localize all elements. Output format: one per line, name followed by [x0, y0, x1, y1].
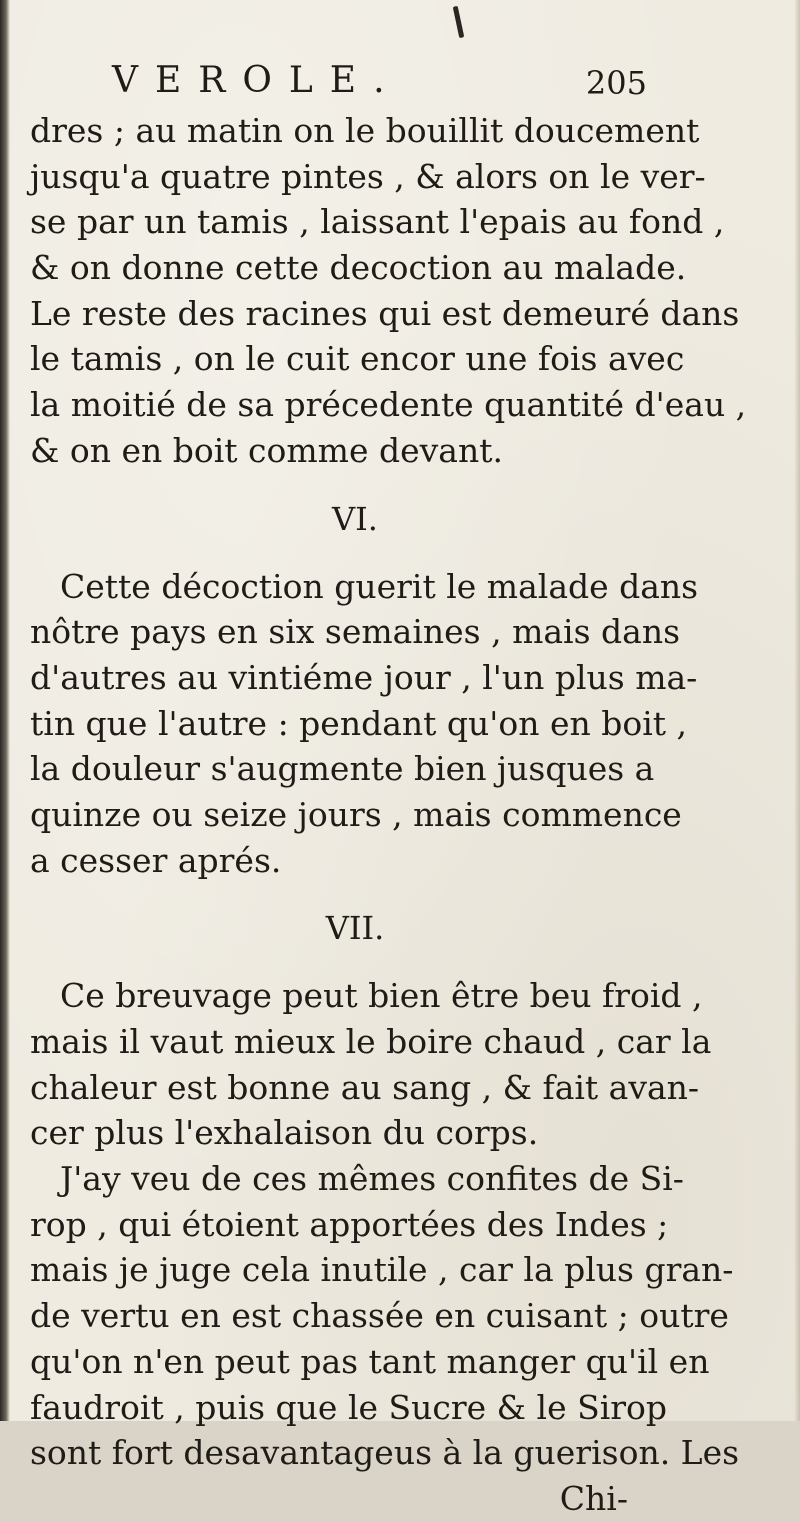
text-line: de vertu en est chassée en cuisant ; outre: [30, 1296, 729, 1336]
text-line: qu'on n'en peut pas tant manger qu'il en: [30, 1341, 710, 1381]
binding-gutter: [0, 0, 10, 1421]
text-line: sont fort desavantageus à la guerison. Les: [30, 1433, 740, 1473]
text-line: le tamis , on le cuit encor une fois avec: [30, 339, 685, 379]
page-header: [112, 58, 647, 104]
text-line: chaleur est bonne au sang , & fait avan-: [30, 1067, 700, 1107]
text-line: quinze ou seize jours , mais commence: [30, 794, 682, 834]
text-line: se par un tamis , laissant l'epais au fond ,: [30, 202, 725, 242]
text-line: mais je juge cela inutile , car la plus gran-: [30, 1250, 734, 1290]
ink-mark: [453, 6, 465, 38]
text-line: & on donne cette decoction au malade.: [30, 248, 687, 288]
text-line: tin que l'autre : pendant qu'on en boit ,: [30, 703, 688, 743]
text-line: jusqu'a quatre pintes , & alors on le ver-: [30, 156, 706, 196]
text-line: faudroit , puis que le Sucre & le Sirop: [30, 1387, 668, 1427]
catchword: Chi-: [559, 1478, 628, 1518]
text-line: J'ay veu de ces mêmes confites de Si-: [60, 1159, 684, 1199]
text-line: Cette décoction guerit le malade dans: [60, 566, 699, 606]
text-line: a cesser aprés.: [30, 840, 282, 880]
running-title: VEROLE.: [112, 60, 402, 101]
text-line: Ce breuvage peut bien être beu froid ,: [60, 976, 703, 1016]
text-line: dres ; au matin on le bouillit doucement: [30, 111, 700, 150]
text-line: Le reste des racines qui est demeuré dans: [30, 293, 740, 333]
text-line: la moitié de sa précedente quantité d'eau ,: [30, 385, 747, 425]
section-heading: VI.: [332, 499, 378, 538]
text-line: cer plus l'exhalaison du corps.: [30, 1113, 539, 1153]
page-edge-shadow: [794, 0, 800, 1421]
text-line: mais il vaut mieux le boire chaud , car la: [30, 1022, 712, 1061]
text-line: rop , qui étoient apportées des Indes ;: [30, 1204, 669, 1244]
body-text: [30, 108, 747, 1522]
text-line: d'autres au vintiéme jour , l'un plus ma-: [30, 657, 698, 697]
text-line: la douleur s'augmente bien jusques a: [30, 749, 655, 789]
page-number: 205: [585, 64, 647, 102]
section-heading: VII.: [325, 909, 385, 948]
text-line: & on en boit comme devant.: [30, 430, 503, 470]
text-line: nôtre pays en six semaines , mais dans: [30, 612, 681, 652]
